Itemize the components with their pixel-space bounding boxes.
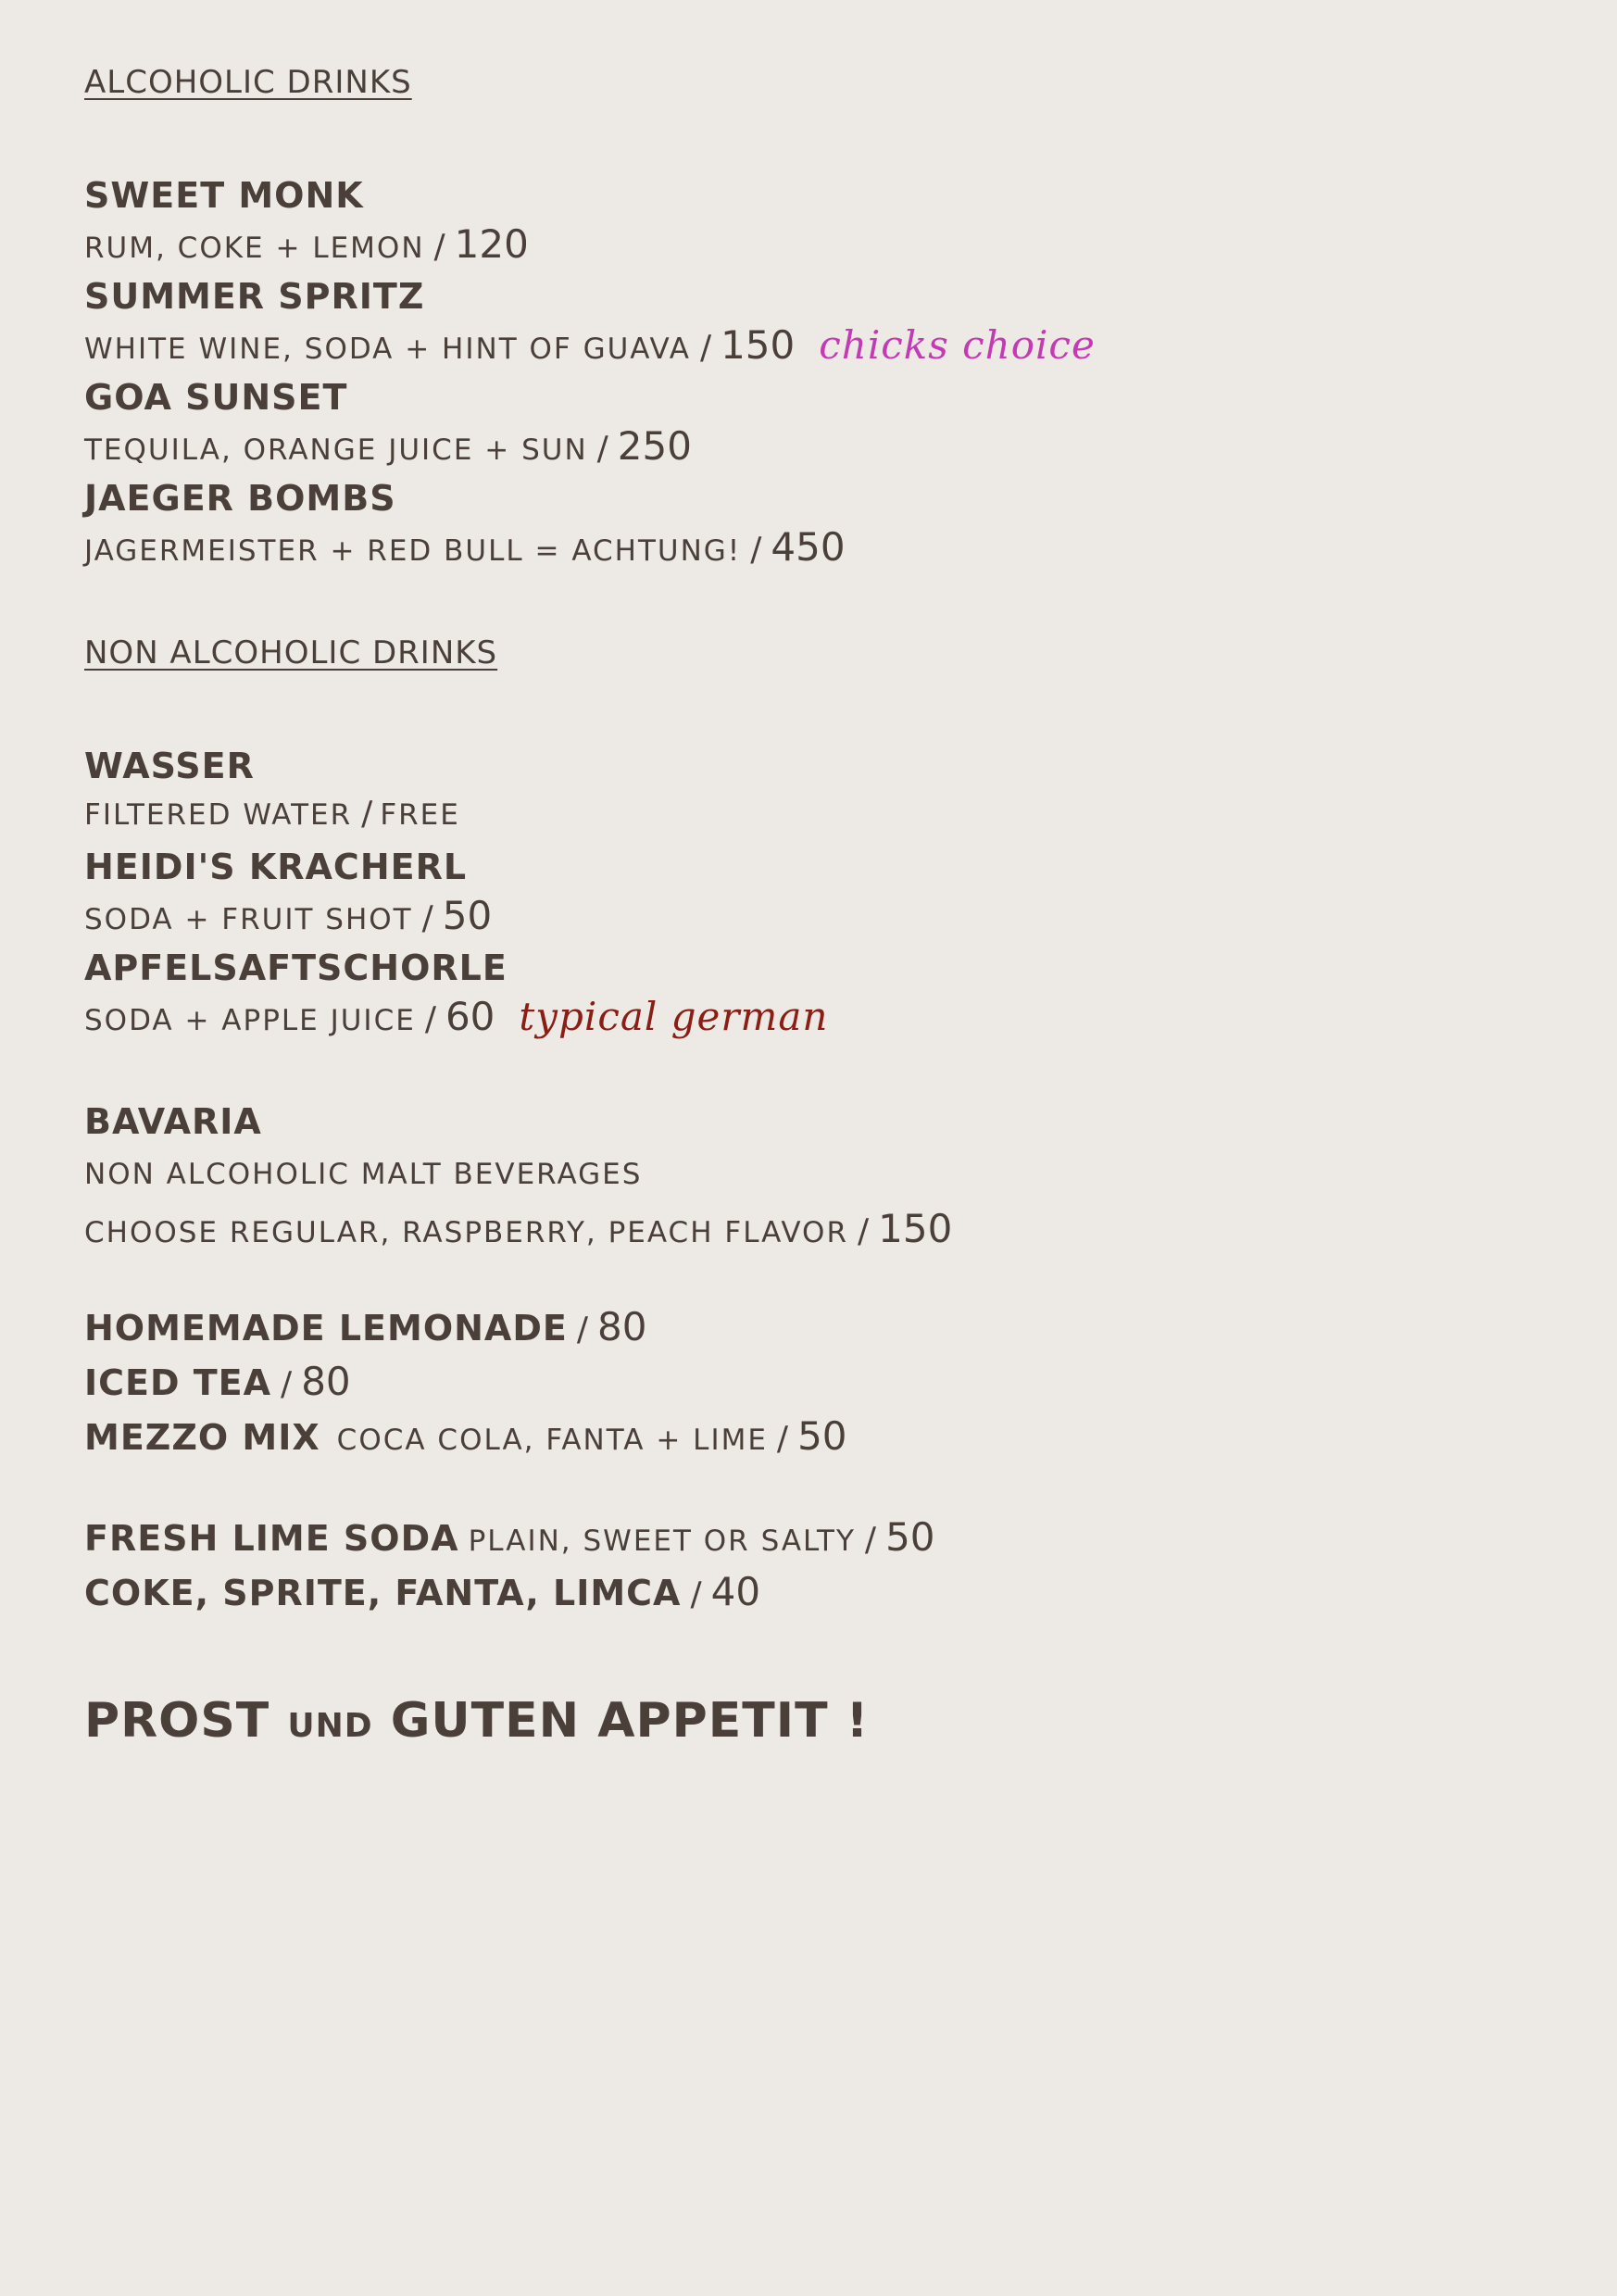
item-price: 50 [797, 1413, 847, 1459]
item-line-mezzo-mix: MEZZO MIX COCA COLA, FANTA + LIME / 50 [84, 1413, 847, 1459]
item-desc: TEQUILA, ORANGE JUICE + SUN [84, 433, 588, 467]
closing-part-2: UND [287, 1707, 373, 1745]
item-line-sweet-monk: RUM, COKE + LEMON / 120 [84, 221, 529, 267]
item-line-lemonade: HOMEMADE LEMONADE / 80 [84, 1304, 647, 1349]
item-name: FRESH LIME SODA [84, 1518, 459, 1559]
alcoholic-heading: ALCOHOLIC DRINKS [84, 64, 412, 101]
item-name-heidis-kracherl: HEIDI'S KRACHERL [84, 847, 468, 887]
handwritten-note: typical german [519, 994, 829, 1039]
item-desc: JAGERMEISTER + RED BULL = ACHTUNG! [84, 534, 742, 568]
item-price: 120 [454, 221, 529, 267]
item-line-bavaria-2: CHOOSE REGULAR, RASPBERRY, PEACH FLAVOR / 150 [84, 1206, 953, 1251]
item-price: 250 [617, 423, 692, 469]
non-alcoholic-heading: NON ALCOHOLIC DRINKS [84, 634, 498, 671]
handwritten-note: chicks choice [819, 322, 1096, 368]
item-desc: RUM, COKE + LEMON [84, 232, 425, 265]
item-name-jaeger-bombs: JAEGER BOMBS [84, 478, 396, 519]
item-name: COKE, SPRITE, FANTA, LIMCA [84, 1573, 682, 1613]
item-line-apfelsaftschorle: SODA + APPLE JUICE / 60 typical german [84, 994, 829, 1039]
item-name: HOMEMADE LEMONADE [84, 1308, 568, 1349]
item-price: 60 [445, 994, 495, 1039]
item-price: 50 [885, 1514, 935, 1560]
item-desc: FILTERED WATER [84, 798, 353, 832]
item-desc: CHOOSE REGULAR, RASPBERRY, PEACH FLAVOR [84, 1216, 848, 1249]
item-line-heidis-kracherl: SODA + FRUIT SHOT / 50 [84, 893, 493, 938]
closing-message [84, 1693, 870, 1749]
item-price: 40 [710, 1569, 761, 1614]
item-name-sweet-monk: SWEET MONK [84, 175, 364, 216]
item-desc: SODA + APPLE JUICE [84, 1004, 416, 1037]
item-price: 150 [721, 322, 796, 368]
item-line-iced-tea: ICED TEA / 80 [84, 1359, 351, 1404]
item-desc: PLAIN, SWEET OR SALTY [468, 1524, 856, 1558]
item-name-bavaria: BAVARIA [84, 1101, 262, 1142]
item-name-wasser: WASSER [84, 746, 255, 786]
item-desc: COCA COLA, FANTA + LIME [336, 1424, 768, 1457]
item-price: 80 [596, 1304, 647, 1349]
item-name: MEZZO MIX [84, 1417, 320, 1458]
item-price: 450 [771, 524, 846, 570]
item-price: 50 [442, 893, 493, 938]
item-desc: SODA + FRUIT SHOT [84, 903, 413, 936]
closing-part-1: PROST [84, 1693, 270, 1749]
item-price: FREE [380, 798, 460, 832]
item-price: 150 [878, 1206, 953, 1251]
item-line-goa-sunset: TEQUILA, ORANGE JUICE + SUN / 250 [84, 423, 692, 469]
item-desc-bavaria-1: NON ALCOHOLIC MALT BEVERAGES [84, 1158, 643, 1191]
item-name-summer-spritz: SUMMER SPRITZ [84, 276, 425, 317]
item-name-goa-sunset: GOA SUNSET [84, 377, 348, 418]
item-line-summer-spritz: WHITE WINE, SODA + HINT OF GUAVA / 150 chicks choice [84, 322, 1096, 368]
item-line-jaeger-bombs: JAGERMEISTER + RED BULL = ACHTUNG! / 450 [84, 524, 846, 570]
item-name-apfelsaftschorle: APFELSAFTSCHORLE [84, 947, 508, 988]
item-line-wasser: FILTERED WATER / FREE [84, 795, 460, 833]
item-name: ICED TEA [84, 1362, 272, 1403]
item-desc: WHITE WINE, SODA + HINT OF GUAVA [84, 332, 691, 366]
item-line-soft-drinks: COKE, SPRITE, FANTA, LIMCA / 40 [84, 1569, 761, 1614]
item-line-lime-soda: FRESH LIME SODA PLAIN, SWEET OR SALTY / 50 [84, 1514, 935, 1560]
closing-part-3: GUTEN APPETIT ! [390, 1693, 870, 1749]
item-price: 80 [301, 1359, 351, 1404]
